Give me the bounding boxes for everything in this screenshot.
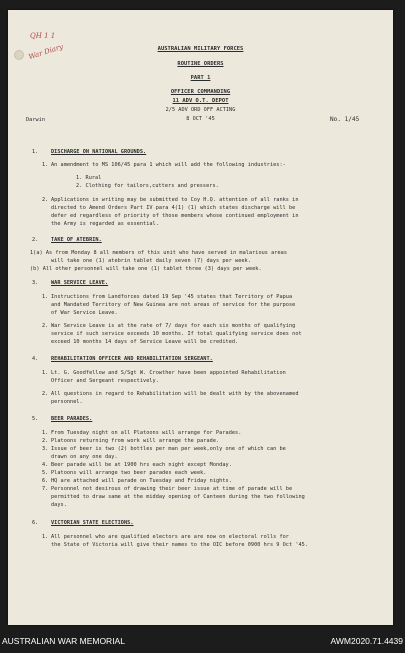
line-number: 1. — [42, 430, 49, 436]
order-number: No. 1/45 — [330, 116, 360, 123]
line-text: defer ed regardless of priority of those members whose continued employment in — [51, 213, 299, 219]
heading-unit: 11 ADV O.T. DEPOT — [172, 98, 229, 104]
heading-part: PART 1 — [190, 75, 211, 81]
line-text: the State of Victoria will give their names to the OIC before 0900 hrs 9 Oct '45. — [51, 542, 309, 548]
line-number: 1. — [32, 149, 39, 155]
line-text: Officer and Sergeant respectively. — [51, 378, 159, 384]
line-text: exceed 10 months 14 days of Service Leave will be credited. — [51, 339, 239, 345]
section-heading-text: DISCHARGE ON NATIONAL GROUNDS. — [51, 149, 147, 155]
date: 8 OCT '45 — [186, 116, 215, 122]
line-text: will take one (1) atebrin tablet daily seven (7) days per week. — [51, 258, 251, 264]
line-text: 2. Clothing for tailors,cutters and pressers. — [76, 183, 219, 189]
section-heading-text: VICTORIAN STATE ELECTIONS. — [51, 520, 134, 526]
line-number: 6. — [42, 478, 49, 484]
section-heading-text: REHABILITATION OFFICER AND REHABILITATION SERGEANT. — [51, 356, 213, 362]
line-number: 1. — [42, 294, 49, 300]
line-text: From Tuesday night on all Platoons will arrange for Parades. — [51, 430, 242, 436]
heading-forces: AUSTRALIAN MILITARY FORCES — [157, 46, 244, 52]
line-text: 1(a) As from Monday 8 all members of this unit who have served in malarious areas — [30, 250, 288, 256]
line-text: Beer parade will be at 1900 hrs each night except Monday. — [51, 462, 232, 468]
handwritten-war-diary: War Diary — [27, 42, 65, 62]
line-number: 1. — [42, 534, 49, 540]
line-number: 4. — [32, 356, 39, 362]
line-text: An amendment to MS 106/45 para 1 which will add the following industries:- — [51, 162, 286, 168]
heading-officer: OFFICER COMMANDING — [170, 89, 231, 95]
section-heading-text: WAR SERVICE LEAVE. — [51, 280, 109, 286]
line-number: 1. — [42, 370, 49, 376]
line-text: service if such service exceeds 10 months. If total qualifying service does not — [51, 331, 302, 337]
line-text: War Service Leave is at the rate of 7/ days for each six months of qualifying — [51, 323, 296, 329]
document-page — [8, 10, 393, 625]
line-number: 5. — [32, 416, 39, 422]
line-text: (b) All other personnel will take one (1) tablet three (3) days per week. — [30, 266, 262, 272]
place: Darwin — [26, 117, 46, 123]
line-number: 1. — [42, 162, 49, 168]
line-text: Platoons will arrange two beer parades each week. — [51, 470, 207, 476]
footer-institution: AUSTRALIAN WAR MEMORIAL — [2, 636, 125, 646]
line-number: 3. — [32, 280, 39, 286]
handwritten-ref: QH 1 1 — [30, 32, 56, 40]
line-text: the Army is regarded as essential. — [51, 221, 159, 227]
footer-bar — [0, 627, 405, 653]
line-number: 2. — [42, 438, 49, 444]
line-number: 2. — [42, 197, 49, 203]
line-text: and Mandated Territory of New Guinea are not areas of service for the purpose — [51, 302, 296, 308]
line-text: directed to Amend Orders Part IV para 4(1) (1) which states discharge will be — [51, 205, 296, 211]
section-heading-text: TAKE OF ATEBRIN. — [51, 237, 102, 243]
line-number: 2. — [42, 391, 49, 397]
section-heading-text: BEER PARADES. — [51, 416, 93, 422]
heading-acting: 2/5 ADV ORD OFF ACTING — [165, 107, 236, 113]
heading-routine-orders: ROUTINE ORDERS — [177, 61, 224, 67]
line-text: personnel. — [51, 399, 83, 405]
line-text: 1. Rural — [76, 175, 102, 181]
line-text: Issue of beer is two (2) bottles per man per week,only one of which can be — [51, 446, 286, 452]
line-text: Personnel not desirous of drawing their beer issue at time of parade will be — [51, 486, 293, 492]
line-text: HQ are attached will parade on Tuesday and Friday nights. — [51, 478, 232, 484]
line-number: 2. — [42, 323, 49, 329]
footer-accession: AWM2020.71.4439 — [330, 636, 403, 646]
line-text: All questions in regard to Rehabilitation will be dealt with by the abovenamed — [51, 391, 299, 397]
line-text: of War Service Leave. — [51, 310, 118, 316]
line-number: 2. — [32, 237, 39, 243]
line-number: 6. — [32, 520, 39, 526]
line-text: days. — [51, 502, 67, 508]
line-number: 4. — [42, 462, 49, 468]
line-number: 7. — [42, 486, 49, 492]
line-text: drawn on any one day. — [51, 454, 118, 460]
line-number: 3. — [42, 446, 49, 452]
line-text: permitted to draw same at the midday opening of Canteen during the two following — [51, 494, 305, 500]
line-text: Applications in writing may be submitted to Coy H.Q. attention of all ranks in — [51, 197, 299, 203]
line-text: All personnel who are qualified electors are are now on electoral rolls for — [51, 534, 289, 540]
line-text: Instructions from Landforces dated 19 Sep '45 states that Territory of Papua — [51, 294, 293, 300]
line-text: Platoons returning from work will arrange the parade. — [51, 438, 220, 444]
line-text: Lt. G. Goodfellow and S/Sgt W. Crowther have been appointed Rehabilitation — [51, 370, 286, 376]
line-number: 5. — [42, 470, 49, 476]
